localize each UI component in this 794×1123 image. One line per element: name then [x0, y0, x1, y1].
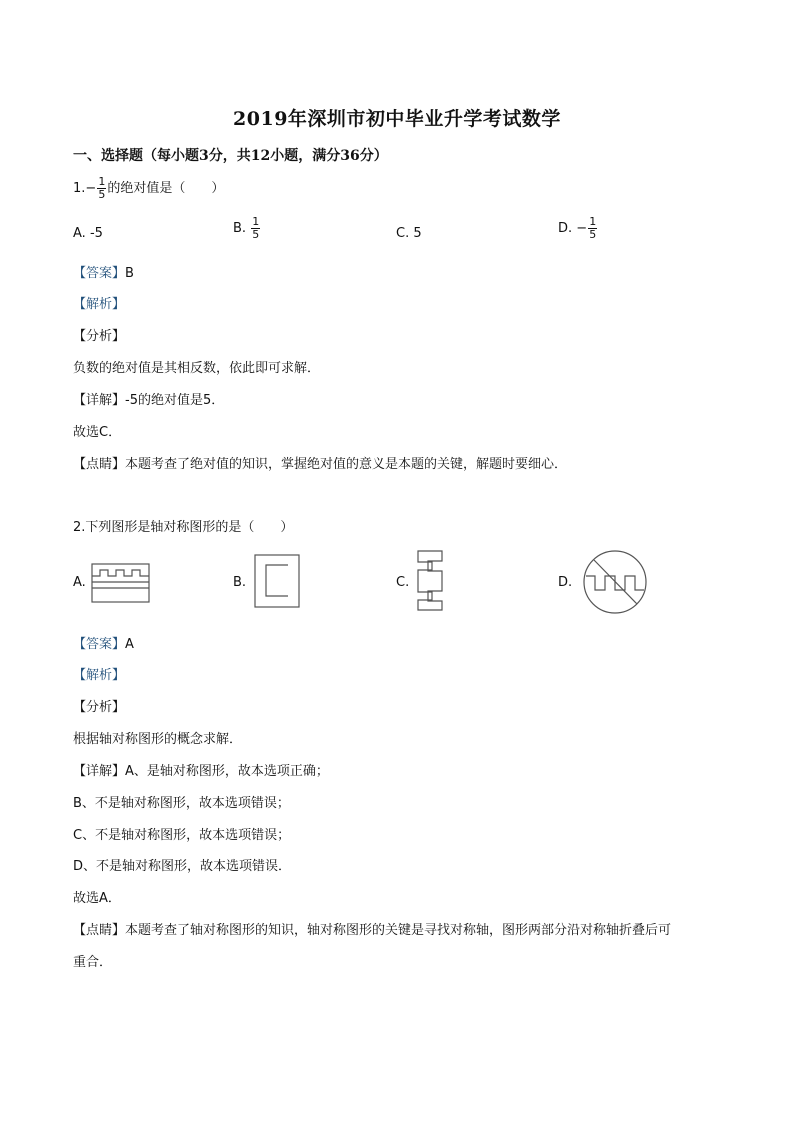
q2-fenxi: 【分析】 [73, 700, 126, 715]
q2-option-c-label: C. [396, 575, 410, 590]
q2-fenxi-text: 根据轴对称图形的概念求解． [73, 732, 243, 747]
q1-jiexi: 【解析】 [73, 297, 126, 312]
q2-dianjing-text1: 本题考查了轴对称图形的知识，轴对称图形的关键是寻找对称轴，图形两部分沿对称轴折叠后可 [125, 923, 672, 938]
section-heading: 一、选择题（每小题3分，共12小题，满分36分） [73, 148, 388, 164]
q1-dianjing-text: 本题考查了绝对值的知识，掌握绝对值的意义是本题的关键，解题时要细心． [125, 457, 568, 472]
q1-option-c [396, 226, 422, 241]
q1-answer-value: B [125, 266, 134, 281]
q1-fenxi: 【分析】 [73, 329, 126, 344]
q1-xiangjie-text: -5的绝对值是5． [125, 393, 225, 408]
q1-option-d-label: D. [558, 221, 573, 236]
q1-dianjing [73, 453, 567, 472]
q2-jiexi: 【解析】 [73, 668, 126, 683]
q1-number: 1. [73, 181, 86, 196]
page-title: 2019年深圳市初中毕业升学考试数学 [233, 108, 561, 130]
q1-fenxi-text: 负数的绝对值是其相反数，依此即可求解． [73, 361, 321, 376]
q2-figure-b [252, 552, 302, 610]
q2-option-a-label: A. [73, 575, 86, 590]
q2-figure-a [90, 560, 152, 606]
q1-minus: − [85, 181, 97, 196]
q2-figure-c [414, 548, 448, 614]
q1-option-d [558, 216, 598, 241]
q2-stem: 2.下列图形是轴对称图形的是（ ） [73, 520, 294, 535]
q1-option-b-den: 5 [252, 228, 260, 241]
q1-answer-tag: 【答案】 [73, 266, 126, 281]
q2-dianjing-text2: 重合． [73, 955, 113, 970]
q1-choose: 故选C． [73, 425, 122, 440]
q2-answer-value: A [125, 637, 134, 652]
q2-xiangjie-a: A、是轴对称图形，故本选项正确； [125, 764, 329, 779]
q1-option-c-text: 5 [413, 226, 422, 241]
q1-frac-num: 1 [98, 175, 106, 188]
q1-option-b-fraction [251, 216, 260, 241]
q2-line-b: B、不是轴对称图形，故本选项错误； [73, 796, 290, 811]
q1-option-a [73, 226, 103, 241]
q1-answer [73, 262, 134, 281]
q1-option-d-den: 5 [589, 228, 597, 241]
q1-frac-den: 5 [98, 188, 106, 201]
q2-answer-tag: 【答案】 [73, 637, 126, 652]
q2-xiangjie [73, 760, 329, 779]
q1-option-b-num: 1 [252, 215, 260, 228]
q1-stem [73, 176, 224, 201]
q2-dianjing [73, 919, 671, 938]
q1-option-a-label: A. [73, 226, 86, 241]
q1-option-c-label: C. [396, 226, 410, 241]
q2-xiangjie-tag: 【详解】 [73, 764, 126, 779]
q2-line-d: D、不是轴对称图形，故本选项错误． [73, 859, 292, 874]
q1-option-d-num: 1 [589, 215, 597, 228]
q1-option-a-text: -5 [89, 226, 103, 241]
q2-line-c: C、不是轴对称图形，故本选项错误； [73, 828, 291, 843]
q1-xiangjie [73, 389, 224, 408]
q1-fraction [97, 176, 106, 201]
q1-dianjing-tag: 【点睛】 [73, 457, 126, 472]
q1-option-b-label: B. [233, 221, 247, 236]
q2-option-b-label: B. [233, 575, 247, 590]
q1-xiangjie-tag: 【详解】 [73, 393, 126, 408]
q1-stem-text: 的绝对值是（ ） [107, 181, 225, 196]
q2-option-d-label: D. [558, 575, 573, 590]
q2-dianjing-tag: 【点睛】 [73, 923, 126, 938]
q2-choose: 故选A． [73, 891, 121, 906]
q2-figure-d [581, 548, 649, 616]
q1-option-b [233, 216, 261, 241]
q1-option-d-minus: − [576, 221, 588, 236]
q2-answer [73, 633, 134, 652]
q1-option-d-fraction [588, 216, 597, 241]
